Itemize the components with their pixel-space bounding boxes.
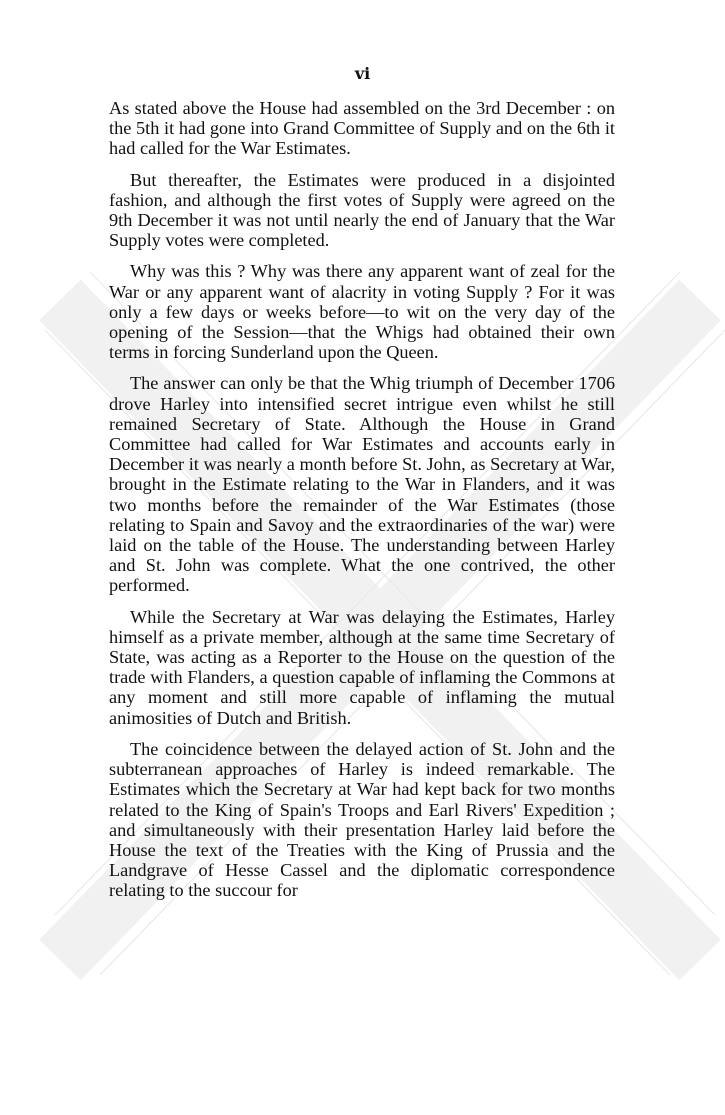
body-text xyxy=(109,98,615,912)
paragraph-4: The answer can only be that the Whig triumph of December 1706 drove Harley into intensified secret intrigue even whilst he still remained Secretary of State. Although the House in Grand Committee had called for War Estimates and accounts early in December it was nearly a month before St. John, as Secretary at War, brought in the Estimate relating to the War in Flanders, and it was two months before the remainder of the War Estimates (those relating to Spain and Savoy and the extraordinaries of the war) were laid on the table of the House. The understanding between Harley and St. John was complete. What the one contrived, the other performed. xyxy=(109,373,615,596)
paragraph-1: As stated above the House had assembled on the 3rd December : on the 5th it had gone into Grand Committee of Supply and on the 6th it had called for the War Estimates. xyxy=(109,98,615,159)
paragraph-3: Why was this ? Why was there any apparent want of zeal for the War or any apparent want of alacrity in voting Supply ? For it was only a few days or weeks before—to wit on the very day of the opening of the Session—that the Whigs had obtained their own terms in forcing Sunderland upon the Queen. xyxy=(109,261,615,363)
page-number: vi xyxy=(354,64,371,83)
paragraph-6: The coincidence between the delayed action of St. John and the subterranean approaches of Harley is indeed remarkable. The Estimates which the Secretary at War had kept back for two months related to the King of Spain's Troops and Earl Rivers' Expedition ; and simultaneously with their presentation Harley laid before the House the text of the Treaties with the King of Prussia and the Landgrave of Hesse Cassel and the diplomatic correspondence relating to the succour for xyxy=(109,738,615,901)
paragraph-5: While the Secretary at War was delaying the Estimates, Harley himself as a private member, although at the same time Secretary of State, was acting as a Reporter to the House on the question of the trade with Flanders, a question capable of inflaming the Commons at any moment and still more capable of inflaming the mutual animosities of Dutch and British. xyxy=(109,606,615,728)
paragraph-2: But thereafter, the Estimates were produced in a disjointed fashion, and although the first votes of Supply were agreed on the 9th December it was not until nearly the end of January that the War Supply votes were completed. xyxy=(109,169,615,251)
